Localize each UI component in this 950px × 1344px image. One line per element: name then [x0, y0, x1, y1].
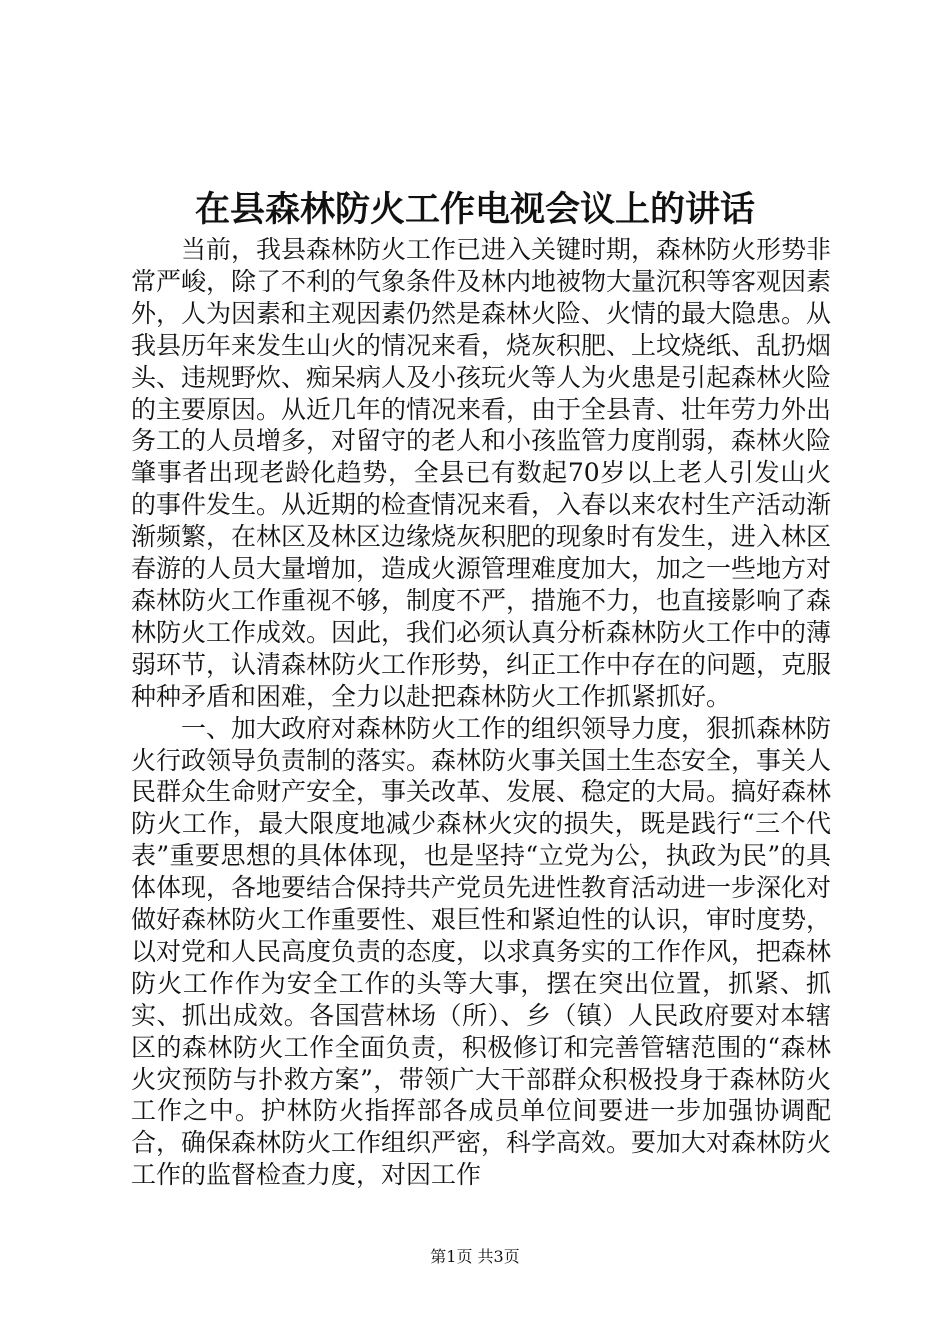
paragraph-1: 当前，我县森林防火工作已进入关键时期，森林防火形势非常严峻，除了不利的气象条件及林内地被物大量沉积等客观因素外，人为因素和主观因素仍然是森林火险、火情的最大隐患。从我县历年来发生山火的情况来看，烧灰积肥、上坟烧纸、乱扔烟头、违规野炊、痴呆病人及小孩玩火等人为火患是引起森林火险的主要原因。从近几年的情况来看，由于全县青、壮年劳力外出务工的人员增多，对留守的老人和小孩监管力度削弱，森林火险肇事者出现老龄化趋势，全县已有数起70岁以上老人引发山火的事件发生。从近期的检查情况来看，入春以来农村生产活动渐渐频繁，在林区及林区边缘烧灰积肥的现象时有发生，进入林区春游的人员大量增加，造成火源管理难度加大，加之一些地方对森林防火工作重视不够，制度不严，措施不力，也直接影响了森林防火工作成效。因此，我们必须认真分析森林防火工作中的薄弱环节，认清森林防火工作形势，纠正工作中存在的问题，克服种种矛盾和困难，全力以赴把森林防火工作抓紧抓好。: [131, 235, 832, 711]
page-number-footer: 第1页 共3页: [430, 1247, 520, 1266]
document-body: [131, 234, 831, 1191]
paragraph-2: 一、加大政府对森林防火工作的组织领导力度，狠抓森林防火行政领导负责制的落实。森林防火事关国土生态安全，事关人民群众生命财产安全，事关改革、发展、稳定的大局。搞好森林防火工作，最大限度地减少森林火灾的损失，既是践行“三个代表”重要思想的具体体现，也是坚持“立党为公，执政为民”的具体体现，各地要结合保持共产党员先进性教育活动进一步深化对做好森林防火工作重要性、艰巨性和紧迫性的认识，审时度势，以对党和人民高度负责的态度，以求真务实的工作作风，把森林防火工作作为安全工作的头等大事，摆在突出位置，抓紧、抓实、抓出成效。各国营林场（所）、乡（镇）人民政府要对本辖区的森林防火工作全面负责，积极修订和完善管辖范围的“森林火灾预防与扑救方案”，带领广大干部群众积极投身于森林防火工作之中。护林防火指挥部各成员单位间要进一步加强协调配合，确保森林防火工作组织严密，科学高效。要加大对森林防火工作的监督检查力度，对因工作: [131, 713, 832, 1190]
document-title: 在县森林防火工作电视会议上的讲话: [194, 189, 755, 230]
